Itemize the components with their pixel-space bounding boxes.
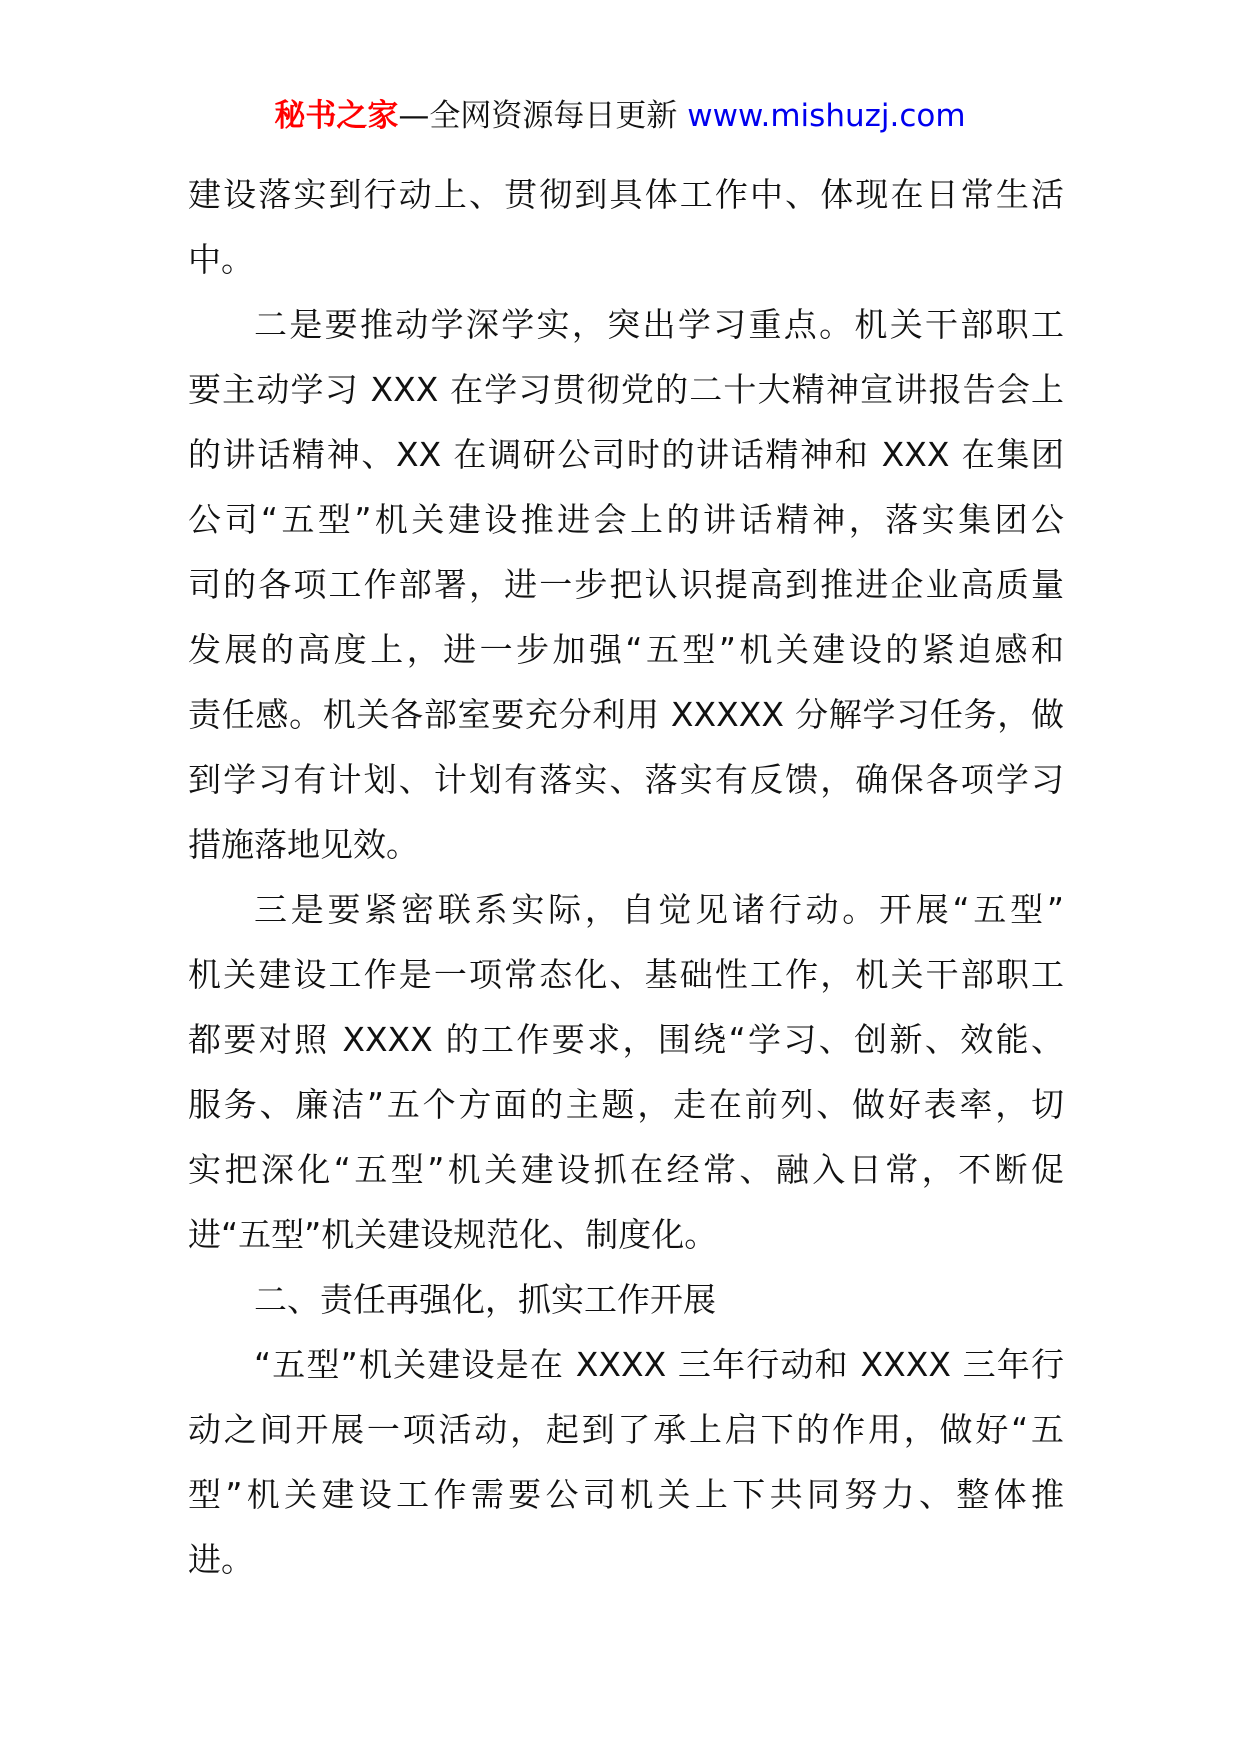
text-line: 到学习有计划、计划有落实、落实有反馈，确保各项学习 bbox=[188, 760, 1064, 799]
paragraph-start-line: “五型”机关建设是在 XXXX 三年行动和 XXXX 三年行 bbox=[254, 1345, 1064, 1384]
section-heading: 二、责任再强化，抓实工作开展 bbox=[254, 1280, 716, 1319]
page-header bbox=[0, 96, 1240, 136]
text-line: 要主动学习 XXX 在学习贯彻党的二十大精神宣讲报告会上 bbox=[188, 370, 1064, 409]
text-line: 实把深化“五型”机关建设抓在经常、融入日常，不断促 bbox=[188, 1150, 1064, 1189]
paragraph-start-line: 三是要紧密联系实际，自觉见诸行动。开展“五型” bbox=[254, 890, 1064, 929]
text-line: 建设落实到行动上、贯彻到具体工作中、体现在日常生活 bbox=[188, 175, 1064, 214]
text-line: 措施落地见效。 bbox=[188, 825, 419, 864]
text-line: 机关建设工作是一项常态化、基础性工作，机关干部职工 bbox=[188, 955, 1064, 994]
site-brand: 秘书之家 bbox=[274, 98, 399, 134]
text-line: 都要对照 XXXX 的工作要求，围绕“学习、创新、效能、 bbox=[188, 1020, 1064, 1059]
paragraph-start-line: 二是要推动学深学实，突出学习重点。机关干部职工 bbox=[254, 305, 1064, 344]
text-line: 发展的高度上，进一步加强“五型”机关建设的紧迫感和 bbox=[188, 630, 1064, 669]
text-line: 司的各项工作部署，进一步把认识提高到推进企业高质量 bbox=[188, 565, 1064, 604]
document-body bbox=[188, 162, 1064, 1592]
text-line: 责任感。机关各部室要充分利用 XXXXX 分解学习任务，做 bbox=[188, 695, 1064, 734]
text-line: 动之间开展一项活动，起到了承上启下的作用，做好“五 bbox=[188, 1410, 1064, 1449]
site-url-link[interactable]: www.mishuzj.com bbox=[687, 98, 966, 134]
header-tagline: —全网资源每日更新 bbox=[398, 98, 688, 134]
text-line: 公司“五型”机关建设推进会上的讲话精神，落实集团公 bbox=[188, 500, 1064, 539]
text-line: 服务、廉洁”五个方面的主题，走在前列、做好表率，切 bbox=[188, 1085, 1064, 1124]
text-line: 型”机关建设工作需要公司机关上下共同努力、整体推 bbox=[188, 1475, 1064, 1514]
text-line: 进“五型”机关建设规范化、制度化。 bbox=[188, 1215, 718, 1254]
text-line: 进。 bbox=[188, 1540, 254, 1579]
text-line: 的讲话精神、XX 在调研公司时的讲话精神和 XXX 在集团 bbox=[188, 435, 1064, 474]
text-line: 中。 bbox=[188, 240, 254, 279]
